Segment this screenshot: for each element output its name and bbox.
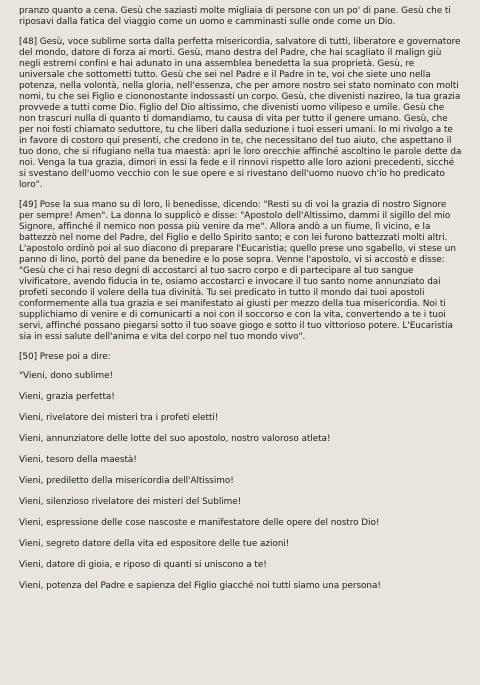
- invocation-line: Vieni, grazia perfetta!: [19, 392, 115, 402]
- invocation-line: Vieni, espressione delle cose nascoste e manifestatore delle opere del nostro Dio!: [19, 518, 380, 528]
- paragraph-50-heading: [50] Prese poi a dire:: [19, 352, 111, 362]
- paragraph-48: [48] Gesù, voce sublime sorta dalla perfetta misericordia, salvatore di tutti, liberatore e governatore del mondo, datore di forza ai morti. Gesù, mano destra del Padre, che hai scagliato il malign giù negli estremi confini e hai adunato in una assemblea benedetta la sua proprietà. Gesù, re universale che sottometti tutto. Gesù che sei nel Padre e il Padre in te, voi che siete uno nella potenza, nella volontà, nella gloria, nell'essenza, che per amore nostro sei stato nominato con molti nomi, tu che sei Figlio e ciononostante indossasti un corpo. Gesù, che divenisti nazireo, la tua grazia provvede a tutti come Dio. Figlio del Dio altissimo, che divenisti uomo vilipeso e umile. Gesù che non trascuri nulla di quanto ti domandiamo, tu causa di vita per tutto il genere umano. Gesù, che per noi fosti chiamato seduttore, tu che liberi dalla seduzione i tuoi esseri umani. Io mi rivolgo a te in favore di costoro qui presenti, che credono in te, che necessitano del tuo aiuto, che aspettano il tuo dono, che si rifugiano nella tua maestà: apri le loro orecchie affinché ascoltino le parole dette da noi. Venga la tua grazia, dimori in essi la fede e il rinnovi rispetto alle loro azioni precedenti, sicché si svestano dell'uomo vecchio con le sue opere e si rivestano dell'uomo nuovo ch'io ho predicato loro".: [19, 37, 462, 190]
- intro-paragraph: pranzo quanto a cena. Gesù che saziasti molte migliaia di persone con un po' di pane. Gesù che ti riposavi dalla fatica del viaggio come un uomo e camminasti sulle onde come un Dio.: [19, 6, 451, 27]
- invocation-line: Vieni, annunziatore delle lotte del suo apostolo, nostro valoroso atleta!: [19, 434, 331, 444]
- paragraph-49: [49] Pose la sua mano su di loro, li benedisse, dicendo: "Resti su di voi la grazia di nostro Signore per sempre! Amen". La donna lo supplicò e disse: "Apostolo dell'Altissimo, dammi il sigillo del mio Signore, affinché il nemico non possa più venire da me". Allora andò a un fiume, lì vicino, e la battezzò nel nome del Padre, del Figlio e dello Spirito santo; e con lei furono battezzati molti altri. L'apostolo ordinò poi al suo diacono di preparare l'Eucaristia; quello prese uno sgabello, vi stese un panno di lino, portò del pane da benedire e lo pose sopra. Venne l'apostolo, vi si accostò e disse: "Gesù che ci hai reso degni di accostarci al tuo sacro corpo e di partecipare al tuo sangue vivificatore, avendo fiducia in te, osiamo accostarci e invocare il tuo santo nome annunziato dai profeti secondo il volere della tua divinità. Tu sei predicato in tutto il mondo dai tuoi apostoli conformemente alla tua grazia e sei manifestato ai giusti per mezzo della tua misericordia. Noi ti supplichiamo di venire e di comunicarti a noi con il soccorso e con la vita, convertendo a te i tuoi servi, affinché possano piegarsi sotto il tuo soave giogo e sotto il tuo vittorioso potere. L'Eucaristia sia in essi salute dell'anima e vita del corpo nel tuo mondo vivo".: [19, 200, 456, 342]
- invocation-line: Vieni, tesoro della maestà!: [19, 455, 137, 465]
- invocation-line: Vieni, silenzioso rivelatore dei misteri del Sublime!: [19, 497, 242, 507]
- invocation-line: "Vieni, dono sublime!: [19, 371, 113, 381]
- invocation-line: Vieni, rivelatore dei misteri tra i profeti eletti!: [19, 413, 219, 423]
- invocation-list: [19, 371, 462, 592]
- invocation-line: Vieni, potenza del Padre e sapienza del Figlio giacché noi tutti siamo una persona!: [19, 581, 381, 591]
- invocation-line: Vieni, prediletto della misericordia dell'Altissimo!: [19, 476, 234, 486]
- invocation-line: Vieni, segreto datore della vita ed espositore delle tue azioni!: [19, 539, 290, 549]
- invocation-line: Vieni, datore di gioia, e riposo di quanti si uniscono a te!: [19, 560, 267, 570]
